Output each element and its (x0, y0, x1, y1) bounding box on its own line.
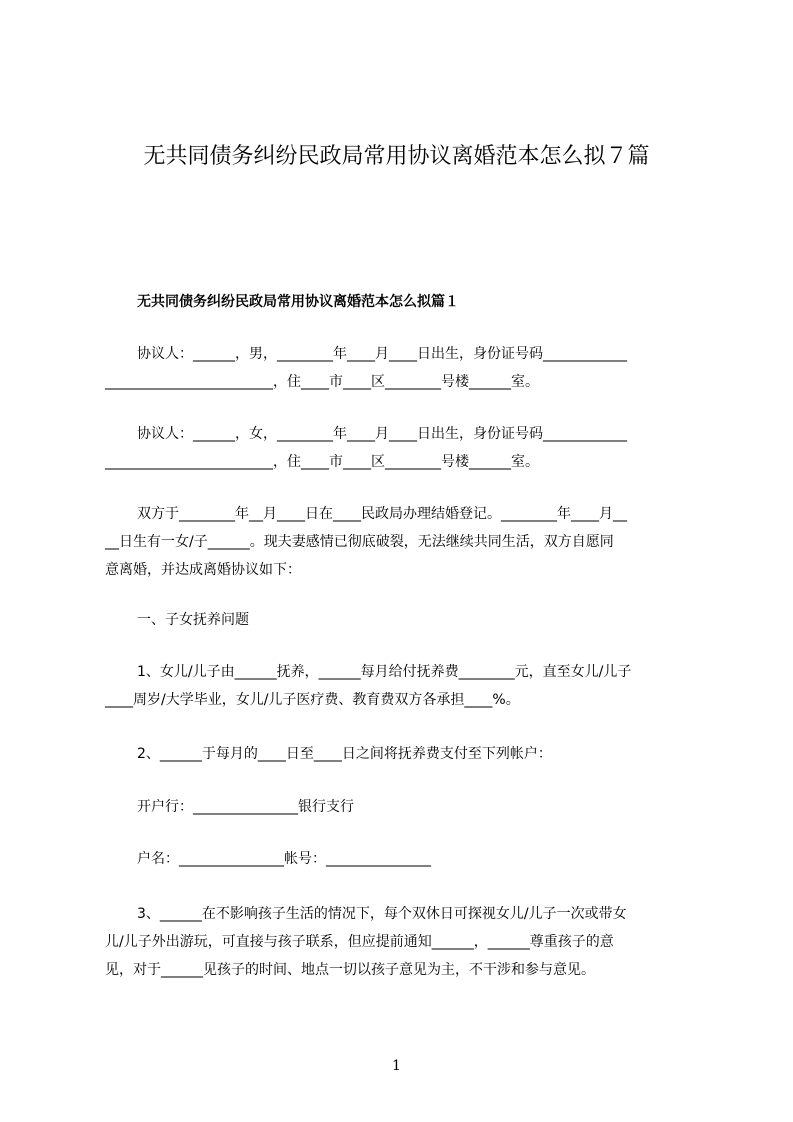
clause-1-line-2: ____周岁/大学毕业，女儿/儿子医疗费、教育费双方各承担____%。 (105, 692, 520, 708)
section-heading: 无共同债务纠纷民政局常用协议离婚范本怎么拟篇１ (137, 294, 459, 310)
clause-3-line-2: 儿/儿子外出游玩，可直接与孩子联系，但应提前通知______，______尊重孩子的意 (105, 934, 614, 950)
marriage-paragraph-line-3: 意离婚，并达成离婚协议如下： (105, 562, 301, 578)
clause-3-line-3: 见，对于______见孩子的时间、地点一切以孩子意见为主，不干涉和参与意见。 (105, 962, 595, 978)
agreement-party-2-line-1: 协议人：______，女，________年____月____日出生，身份证号码____________ (137, 426, 627, 442)
clause-3-line-1: 3、______在不影响孩子生活的情况下，每个双休日可探视女儿/儿子一次或带女 (137, 906, 627, 922)
marriage-paragraph-line-1: 双方于________年__月____日在____民政局办理结婚登记。________年____月__ (137, 506, 627, 522)
account-line: 户名：_______________帐号：_______________ (137, 851, 431, 867)
agreement-party-1-line-2: ________________________，住____市____区________号楼______室。 (105, 374, 539, 390)
document-title: 无共同债务纠纷民政局常用协议离婚范本怎么拟７篇 (143, 144, 650, 169)
bank-line: 开户行：_______________银行支行 (137, 799, 354, 815)
clause-1-line-1: 1、女儿/儿子由______抚养，______每月给付抚养费________元，直至女儿/儿子 (137, 664, 632, 680)
agreement-party-2-line-2: ________________________，住____市____区________号楼______室。 (105, 454, 539, 470)
clause-2-line-1: 2、______于每月的____日至____日之间将抚养费支付至下列帐户： (137, 746, 552, 762)
agreement-party-1-line-1: 协议人：______，男，________年____月____日出生，身份证号码____________ (137, 346, 627, 362)
page-number: 1 (392, 1058, 401, 1074)
marriage-paragraph-line-2: __日生有一女/子______。现夫妻感情已彻底破裂，无法继续共同生活，双方自愿同 (105, 534, 614, 550)
child-support-heading: 一、子女抚养问题 (137, 612, 249, 628)
